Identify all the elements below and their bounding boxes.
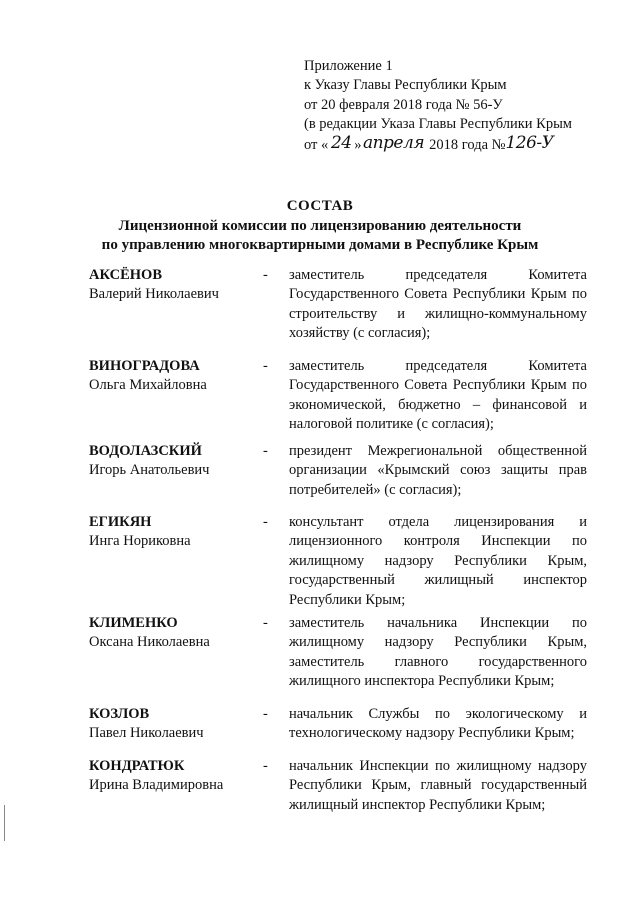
appendix-header (304, 57, 634, 155)
member-role: начальник Инспекции по жилищному надзору Республики Крым, главный государственный жилищный инспектор Республики Крым; (289, 758, 587, 813)
appendix-date-prefix: от « (304, 136, 329, 153)
member-dash: - (263, 267, 268, 283)
appendix-line-1: Приложение 1 (304, 58, 393, 74)
member-surname: АКСЁНОВ (89, 267, 162, 283)
appendix-date-quote: » (354, 136, 362, 153)
member-surname: КОНДРАТЮК (89, 758, 185, 774)
member-name (89, 757, 259, 796)
title-main: СОСТАВ (286, 198, 354, 214)
document-title (70, 197, 570, 256)
member-surname: ВОДОЛАЗСКИЙ (89, 443, 202, 459)
member-role: консультант отдела лицензирования и лицензионного контроля Инспекции по жилищному надзору Республики Крым, государственный жилищный инспектор Республики Крым; (289, 514, 587, 608)
member-given-name: Игорь Анатольевич (89, 462, 210, 479)
member-given-name: Ольга Михайловна (89, 377, 207, 394)
member-given-name: Валерий Николаевич (89, 286, 219, 303)
member-dash: - (263, 443, 268, 459)
member-name (89, 614, 259, 653)
member-name (89, 357, 259, 396)
handwritten-day: 24 (330, 132, 352, 153)
scan-margin-mark (4, 805, 5, 841)
member-dash: - (263, 758, 268, 774)
appendix-line-4: (в редакции Указа Главы Республики Крым (304, 116, 572, 133)
member-surname: КОЗЛОВ (89, 706, 150, 722)
member-role: заместитель председателя Комитета Государственного Совета Республики Крым по строительству и жилищно-коммунальному хозяйству (с согласия); (289, 267, 587, 342)
member-dash: - (263, 514, 268, 530)
member-dash: - (263, 615, 268, 631)
title-subtitle-1: Лицензионной комиссии по лицензированию деятельности (118, 217, 522, 234)
member-role: президент Межрегиональной общественной организации «Крымский союз защиты прав потребителей» (с согласия); (289, 443, 587, 498)
member-dash: - (263, 358, 268, 374)
member-surname: ВИНОГРАДОВА (89, 358, 200, 374)
member-name (89, 266, 259, 305)
appendix-line-3: от 20 февраля 2018 года № 56-У (304, 96, 503, 113)
member-name (89, 442, 259, 481)
member-name (89, 705, 259, 744)
member-role: заместитель председателя Комитета Государственного Совета Республики Крым по экономической, бюджетно – финансовой и налоговой политике (с согласия); (289, 358, 587, 433)
member-role: заместитель начальника Инспекции по жилищному надзору Республики Крым, заместитель главного государственного жилищного инспектора Республики Крым; (289, 615, 587, 690)
title-subtitle-2: по управлению многоквартирными домами в Республике Крым (101, 237, 539, 253)
handwritten-decree-number: 126-У (505, 132, 554, 153)
member-name (89, 513, 259, 552)
member-dash: - (263, 706, 268, 722)
appendix-line-2: к Указу Главы Республики Крым (304, 77, 507, 94)
handwritten-month: апреля (362, 132, 425, 153)
appendix-year-text: 2018 года № (425, 136, 506, 153)
member-given-name: Инга Нориковна (89, 533, 191, 550)
appendix-line-5 (304, 132, 634, 155)
member-surname: ЕГИКЯН (89, 514, 152, 530)
member-role: начальник Службы по экологическому и технологическому надзору Республики Крым; (289, 706, 587, 742)
member-given-name: Ирина Владимировна (89, 777, 224, 794)
member-surname: КЛИМЕНКО (89, 615, 178, 631)
member-given-name: Оксана Николаевна (89, 634, 210, 651)
member-given-name: Павел Николаевич (89, 725, 204, 742)
